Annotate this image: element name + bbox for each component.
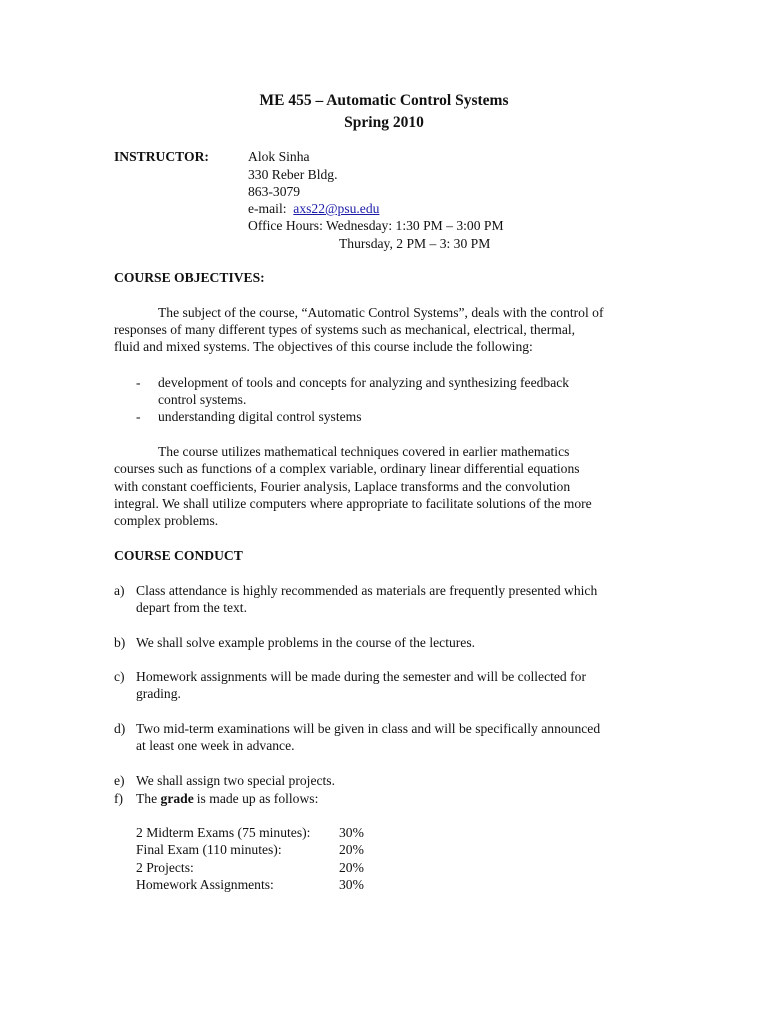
objectives-heading: COURSE OBJECTIVES:	[114, 270, 265, 285]
conduct-item-marker: d)	[114, 721, 126, 736]
conduct-item-line: at least one week in advance.	[136, 738, 295, 753]
objectives-para2-line: The course utilizes mathematical techniques covered in earlier mathematics	[158, 444, 570, 459]
bullet-marker: -	[136, 409, 141, 424]
conduct-heading: COURSE CONDUCT	[114, 548, 243, 563]
email-label: e-mail:	[248, 201, 287, 216]
instructor-office: 330 Reber Bldg.	[248, 167, 338, 182]
objectives-para1-line: The subject of the course, “Automatic Control Systems”, deals with the control of	[158, 305, 604, 320]
conduct-item-line: We shall solve example problems in the course of the lectures.	[136, 635, 476, 650]
grade-row-pct: 30%	[339, 825, 364, 840]
conduct-item-marker: c)	[114, 669, 125, 684]
bullet-line: understanding digital control systems	[158, 409, 362, 424]
objectives-para2-line: integral. We shall utilize computers where appropriate to facilitate solutions of the more	[114, 496, 592, 511]
instructor-label: INSTRUCTOR:	[114, 149, 209, 164]
bullet-line: development of tools and concepts for analyzing and synthesizing feedback	[158, 375, 570, 390]
objectives-para1-line: fluid and mixed systems. The objectives of this course include the following:	[114, 339, 533, 354]
conduct-item-line: Two mid-term examinations will be given in class and will be specifically announced	[136, 721, 601, 736]
objectives-para1-line: responses of many different types of systems such as mechanical, electrical, thermal,	[114, 322, 576, 337]
instructor-phone: 863-3079	[248, 184, 301, 199]
grade-row-pct: 30%	[339, 877, 364, 892]
conduct-item-marker: a)	[114, 583, 125, 598]
office-hours-day1: Wednesday: 1:30 PM – 3:00 PM	[326, 218, 504, 233]
grade-row-item: Homework Assignments:	[136, 877, 274, 892]
instructor-name: Alok Sinha	[248, 149, 310, 164]
grade-row-item: 2 Projects:	[136, 860, 194, 875]
instructor-email-row	[248, 200, 379, 217]
email-link[interactable]: axs22@psu.edu	[293, 201, 380, 216]
office-hours-row	[248, 217, 504, 234]
conduct-item-marker: e)	[114, 773, 125, 788]
objectives-para2-line: courses such as functions of a complex variable, ordinary linear differential equations	[114, 461, 580, 476]
grade-row-item: Final Exam (110 minutes):	[136, 842, 282, 857]
office-hours-day2: Thursday, 2 PM – 3: 30 PM	[339, 236, 491, 251]
conduct-item-line: Homework assignments will be made during the semester and will be collected for	[136, 669, 586, 684]
grade-row-item: 2 Midterm Exams (75 minutes):	[136, 825, 311, 840]
grade-row-pct: 20%	[339, 860, 364, 875]
grade-item-line	[136, 790, 318, 807]
conduct-item-line: Class attendance is highly recommended as materials are frequently presented which	[136, 583, 598, 598]
conduct-item-marker: b)	[114, 635, 126, 650]
conduct-item-line: depart from the text.	[136, 600, 247, 615]
course-term: Spring 2010	[344, 114, 424, 131]
bullet-marker: -	[136, 375, 141, 390]
conduct-item-line: grading.	[136, 686, 181, 701]
course-title: ME 455 – Automatic Control Systems	[259, 92, 509, 109]
objectives-para2-line: complex problems.	[114, 513, 219, 528]
conduct-item-line: We shall assign two special projects.	[136, 773, 335, 788]
grade-prefix: The	[136, 791, 158, 806]
bullet-line: control systems.	[158, 392, 247, 407]
grade-row-pct: 20%	[339, 842, 364, 857]
grade-suffix: is made up as follows:	[196, 791, 319, 806]
grade-bold-word: grade	[160, 791, 194, 806]
grade-item-marker: f)	[114, 791, 124, 806]
objectives-para2-line: with constant coefficients, Fourier analysis, Laplace transforms and the convolution	[114, 479, 571, 494]
office-hours-label: Office Hours:	[248, 218, 323, 233]
